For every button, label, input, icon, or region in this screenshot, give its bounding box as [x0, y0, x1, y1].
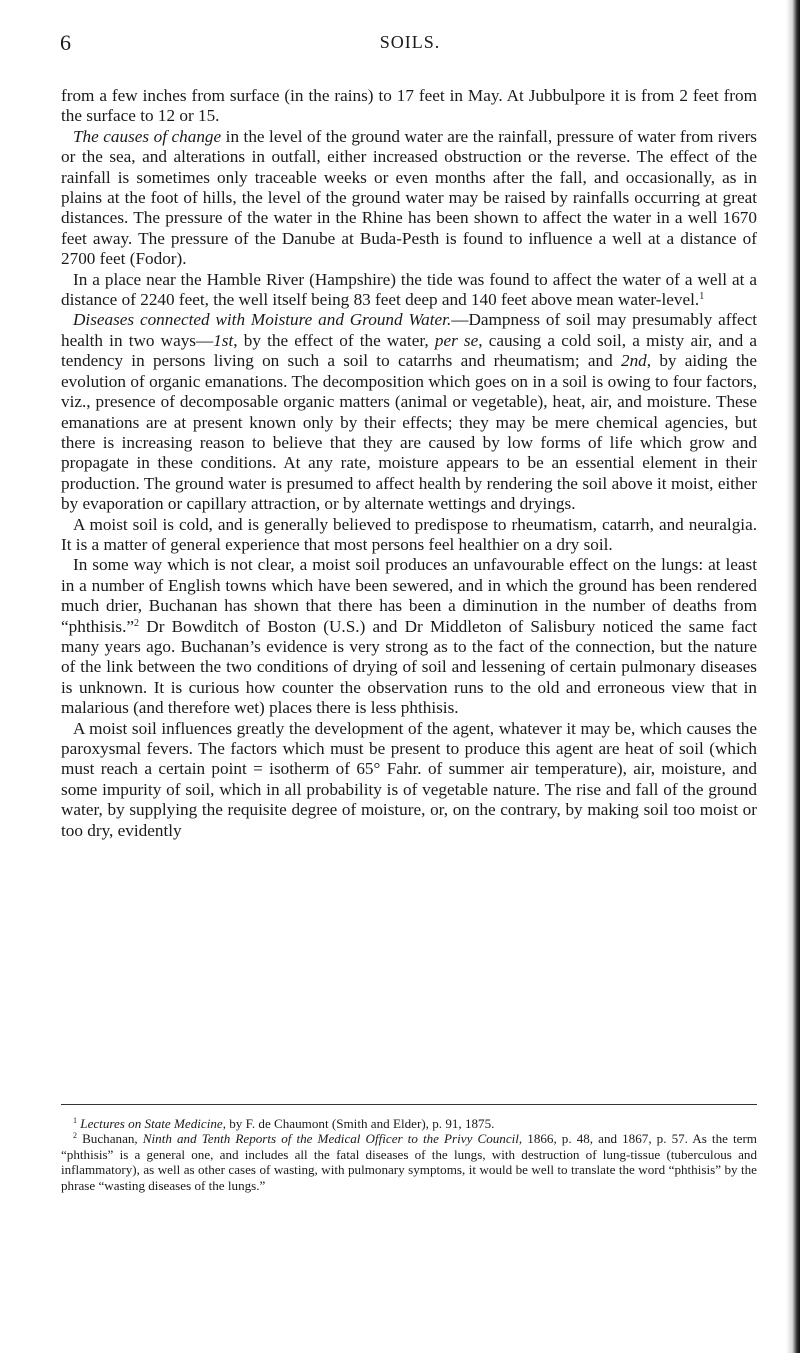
- paragraph-6-text-a: In some way which is not clear, a moist soil produces an unfavourable effect on the lungs: at least in a number of English towns which have been sewered, and in which the ground has been rendered much drier, Buchanan has shown that there has been a diminution in the number of deaths from “phthisis.”: [61, 555, 757, 636]
- paragraph-5-text: A moist soil is cold, and is generally believed to predispose to rheumatism, catarrh, and neuralgia. It is a matter of general experience that most persons feel healthier on a dry soil.: [61, 514, 757, 554]
- paragraph-7: [61, 719, 757, 841]
- footnote-ref-2[interactable]: 2: [134, 617, 140, 629]
- paragraph-4-text-a: —Dampness of soil may presumably affect health in two ways—: [61, 310, 757, 350]
- paragraph-1-text: from a few inches from surface (in the rains) to 17 feet in May. At Jubbulpore it is from 2 feet from the surface to 12 or 15.: [61, 86, 757, 126]
- footnote-2-title: Ninth and Tenth Reports of the Medical Officer to the Privy Council: [142, 1131, 519, 1147]
- paragraph-4-text-c: , causing a cold soil, a misty air, and a tendency in persons living on such a soil to catarrhs and rheumatism; and: [61, 330, 757, 371]
- footnote-ref-1[interactable]: 1: [699, 291, 705, 303]
- paragraph-2-text: in the level of the ground water are the rainfall, pressure of water from rivers or the sea, and alterations in outfall, either increased obstruction or the reverse. The effect of the rainfall is sometimes only traceable weeks or even months after the fall, and occasionally, as in plains at the foot of hills, the level of the ground water may be raised by rainfalls occurring at great distances. The pressure of the water in the Rhine has been shown to affect the water in a well 1670 feet away. The pressure of the Danube at Buda-Pesth is found to influence a well at a distance of 2700 feet (Fodor).: [61, 126, 757, 269]
- footnote-1-title: Lectures on State Medicine: [80, 1116, 223, 1131]
- paragraph-5: [61, 515, 757, 556]
- paragraph-4-text-d: , by aiding the evolution of organic emanations. The decomposition which goes on in a soil is owing to four factors, viz., presence of decomposable organic matters (animal or vegetable), heat, air, and moisture. These emanations are at present known only by their effects; they may be mere chemical agencies, but there is increasing reason to believe that they are caused by low forms of life which grow and propagate in these conditions. At any rate, moisture appears to be an essential element in their production. The ground water is presumed to affect health by rendering the soil above it moist, either by evaporation or capillary attraction, or by alternate wettings and dryings.: [61, 351, 757, 514]
- paragraph-4-first: 1st: [213, 330, 234, 350]
- footnote-divider: [61, 1104, 757, 1105]
- paragraph-4-text-b: , by the effect of the water,: [233, 330, 435, 350]
- footnote-2: [61, 1131, 757, 1193]
- footnote-2-number: 2: [73, 1131, 77, 1141]
- paragraph-1: [61, 86, 757, 127]
- paragraph-4-second: 2nd: [620, 351, 647, 371]
- footnote-1: [61, 1116, 757, 1131]
- running-head: SOILS.: [379, 32, 441, 52]
- page-header: [60, 30, 760, 58]
- paragraph-3-text: In a place near the Hamble River (Hampshire) the tide was found to affect the water of a well at a distance of 2240 feet, the well itself being 83 feet deep and 140 feet above mean water-level.: [61, 269, 757, 310]
- section-heading-diseases: Diseases connected with Moisture and Ground Water.: [73, 310, 452, 330]
- paragraph-3: [61, 270, 757, 311]
- paragraph-4-per-se: per se: [434, 330, 479, 350]
- footnote-1-number: 1: [73, 1116, 77, 1125]
- paragraph-2-italic: The causes of change: [73, 126, 222, 146]
- page-number: 6: [60, 30, 71, 55]
- footnote-2-text: , 1866, p. 48, and 1867, p. 57. As the term “phthisis” is a general one, and includes all the fatal diseases of the lungs, with destruction of lung-tissue (tuberculous and inflammatory), as well as other cases of wasting, with pulmonary symptoms, it would be well to translate the word “phthisis” by the phrase “wasting diseases of the lungs.”: [61, 1131, 757, 1193]
- footnote-2-author: Buchanan,: [82, 1131, 143, 1147]
- paragraph-4: [61, 310, 757, 514]
- paragraph-6-text-b: Dr Bowditch of Boston (U.S.) and Dr Middleton of Salisbury noticed the same fact many years ago. Buchanan’s evidence is very strong as to the fact of the connection, but the nature of the link between the two conditions of drying of soil and lessening of certain pulmonary diseases is unknown. It is curious how counter the observation runs to the old and erroneous view that in malarious (and therefore wet) places there is less phthisis.: [61, 616, 757, 718]
- page-edge-shadow: [786, 0, 800, 1353]
- body-text: [61, 86, 757, 841]
- paragraph-2: [61, 127, 757, 270]
- footnotes: [61, 1116, 757, 1193]
- paragraph-6: [61, 555, 757, 718]
- footnote-1-text: , by F. de Chaumont (Smith and Elder), p. 91, 1875.: [222, 1116, 495, 1131]
- paragraph-7-text: A moist soil influences greatly the development of the agent, whatever it may be, which causes the paroxysmal fevers. The factors which must be present to produce this agent are heat of soil (which must reach a certain point = isotherm of 65° Fahr. of summer air temperature), air, moisture, and some impurity of soil, which in all probability is of vegetable nature. The rise and fall of the ground water, by supplying the requisite degree of moisture, or, on the contrary, by making soil too moist or too dry, evidently: [61, 718, 757, 840]
